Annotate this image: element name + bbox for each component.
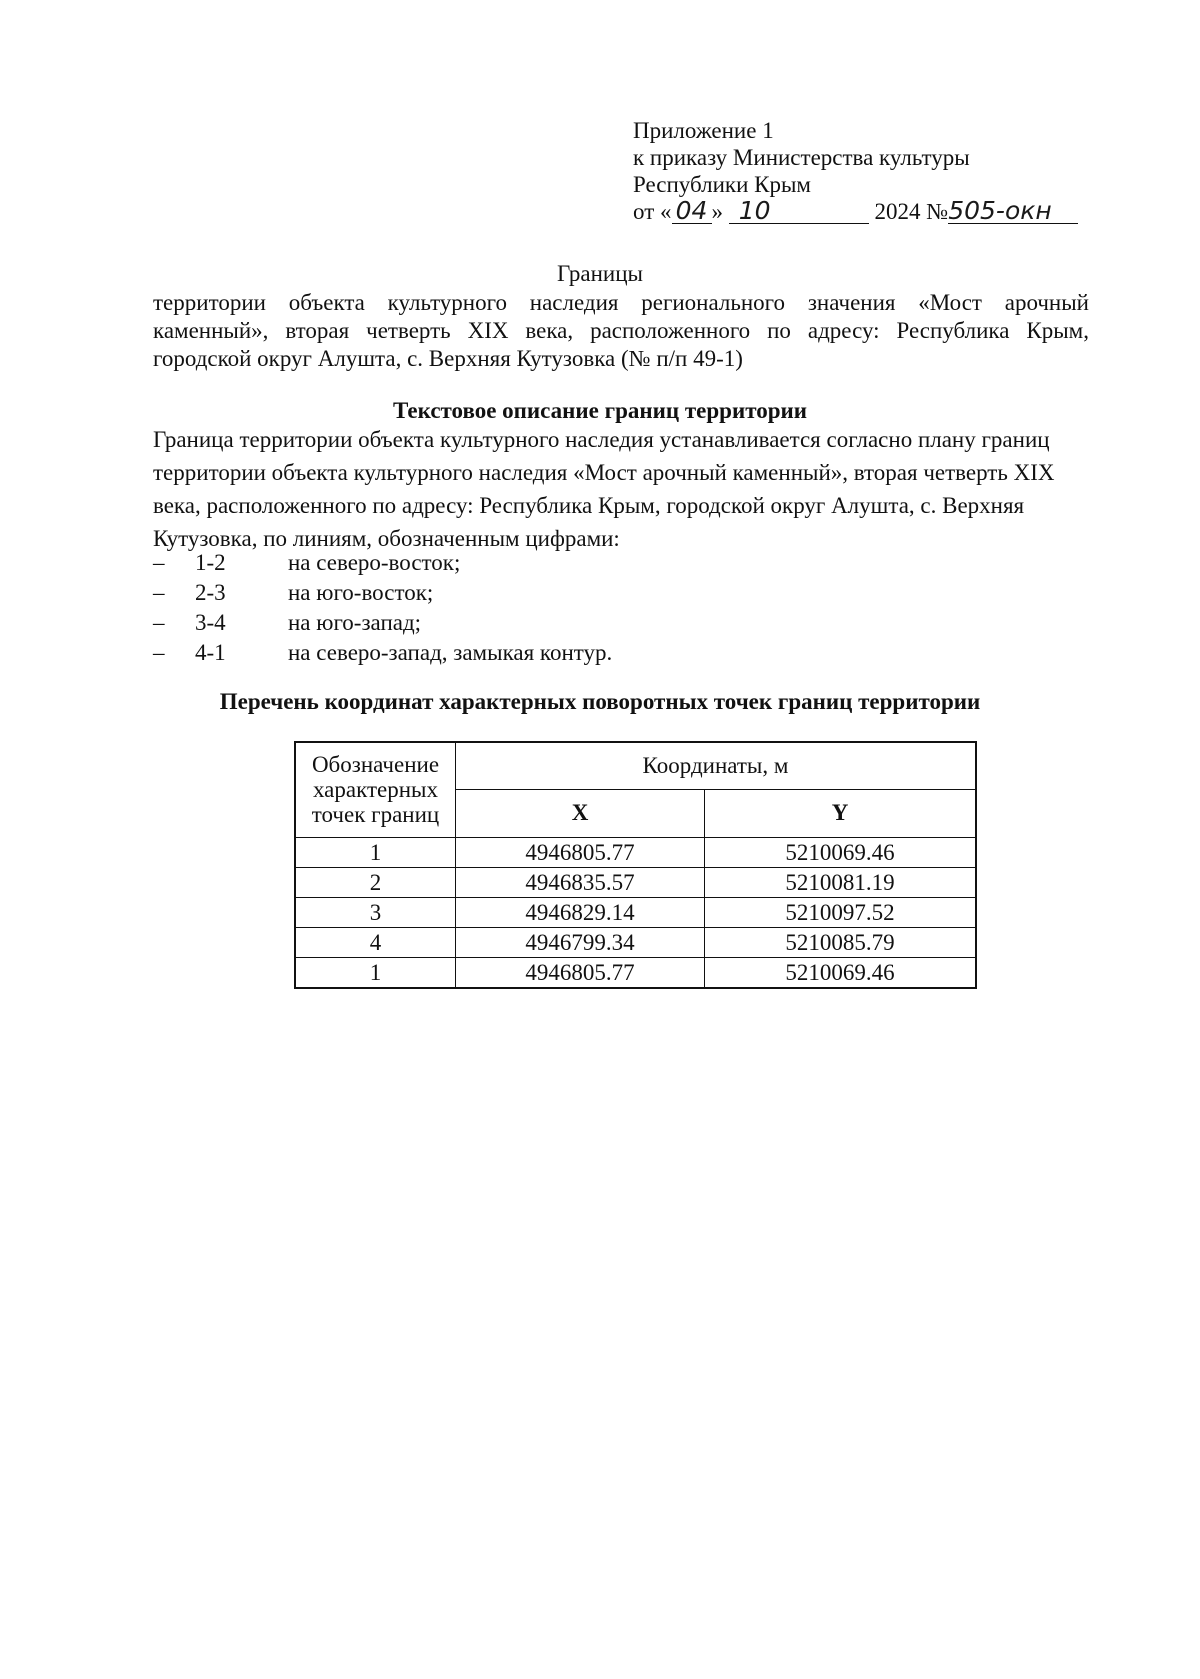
list-dash: – — [153, 580, 165, 605]
appendix-header — [633, 117, 1078, 225]
cell-point: 1 — [295, 837, 456, 867]
cell-x: 4946805.77 — [456, 837, 705, 867]
date-mid: » — [711, 199, 723, 224]
cell-y: 5210085.79 — [705, 927, 977, 957]
cell-y: 5210097.52 — [705, 897, 977, 927]
list-dash: – — [153, 610, 165, 635]
handwritten-order-number: 505-окн — [948, 199, 1078, 224]
list-dash: – — [153, 550, 165, 575]
table-header-row — [295, 742, 976, 789]
header-y: Y — [705, 789, 977, 837]
cell-point: 3 — [295, 897, 456, 927]
table-row — [295, 897, 976, 927]
header-point-label: Обозначение характерных точек границ — [295, 742, 456, 837]
line-segment: 3-4 — [195, 610, 226, 635]
coordinates-heading: Перечень координат характерных поворотных точек границ территории — [219, 689, 981, 714]
cell-y: 5210069.46 — [705, 837, 977, 867]
date-year: 2024 № — [874, 199, 949, 224]
cell-x: 4946805.77 — [456, 957, 705, 988]
line-direction: на юго-запад; — [288, 610, 422, 635]
table-row — [295, 927, 976, 957]
header-x: X — [456, 789, 705, 837]
cell-y: 5210069.46 — [705, 957, 977, 988]
cell-point: 1 — [295, 957, 456, 988]
line-segment: 4-1 — [195, 640, 226, 665]
cell-x: 4946799.34 — [456, 927, 705, 957]
handwritten-day: 04 — [672, 199, 712, 224]
line-segment: 2-3 — [195, 580, 226, 605]
document-title: Границы — [557, 261, 643, 286]
line-direction: на северо-восток; — [288, 550, 461, 575]
cell-x: 4946835.57 — [456, 867, 705, 897]
cell-point: 4 — [295, 927, 456, 957]
description-text: Граница территории объекта культурного наследия устанавливается согласно плану границ территории объекта культурного наследия «Мост арочный каменный», вторая четверть XIX века, расположенного по адресу: Республика Крым, городской округ Алушта, с. Верхняя Кутузовка, по линиям, обозначенным цифрами: — [153, 427, 1055, 551]
line-direction: на юго-восток; — [288, 580, 434, 605]
appendix-line-2: к приказу Министерства культуры — [633, 145, 970, 170]
table-row — [295, 867, 976, 897]
line-segment: 1-2 — [195, 550, 226, 575]
table-row — [295, 837, 976, 867]
appendix-line-1: Приложение 1 — [633, 118, 774, 143]
handwritten-month: 10 — [729, 199, 869, 224]
description-heading: Текстовое описание границ территории — [392, 398, 808, 423]
date-prefix: от « — [633, 199, 672, 224]
cell-x: 4946829.14 — [456, 897, 705, 927]
appendix-line-3: Республики Крым — [633, 172, 811, 197]
order-date-line — [633, 198, 1078, 225]
cell-y: 5210081.19 — [705, 867, 977, 897]
table-row — [295, 957, 976, 988]
header-coordinates: Координаты, м — [456, 742, 977, 789]
cell-point: 2 — [295, 867, 456, 897]
coordinates-table — [294, 741, 977, 989]
document-subtitle: территории объекта культурного наследия регионального значения «Мост арочный каменный», вторая четверть XIX века, расположенного по адресу: Республика Крым, городской округ Алушта, с. Верхняя Кутузовка (№ п/п 49-1) — [153, 290, 1089, 371]
list-dash: – — [153, 640, 165, 665]
line-direction: на северо-запад, замыкая контур. — [288, 640, 613, 665]
